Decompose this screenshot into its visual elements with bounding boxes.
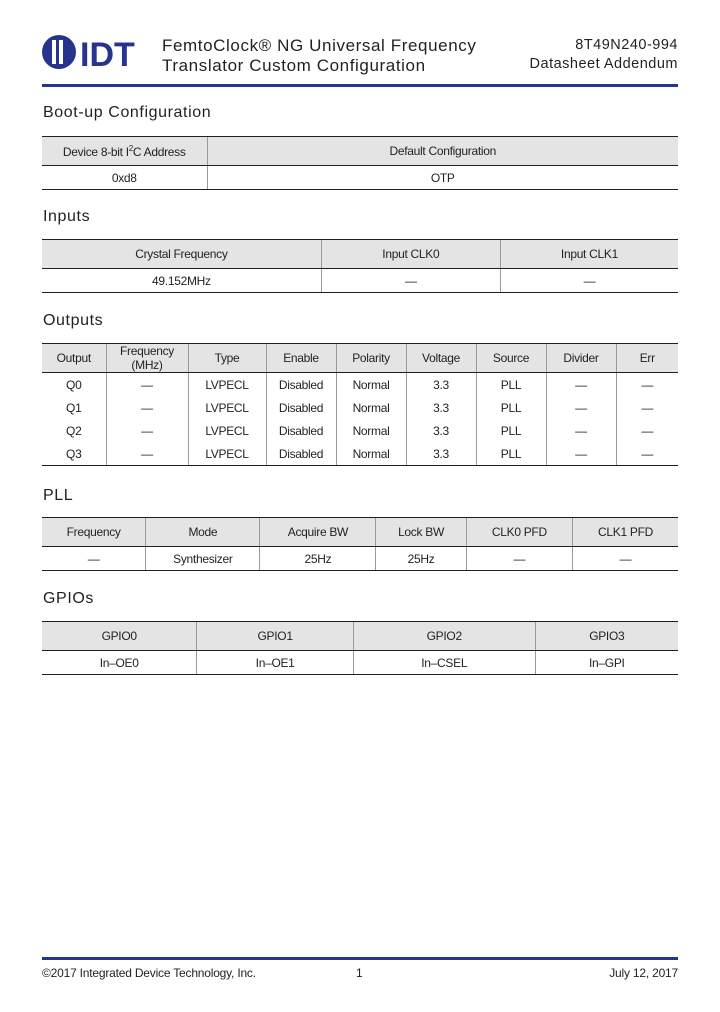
outputs-cell: Disabled	[266, 442, 336, 466]
inputs-cell: 49.152MHz	[42, 269, 321, 293]
gpios-cell: In–OE0	[42, 651, 197, 675]
outputs-cell: —	[106, 419, 188, 442]
outputs-cell: 3.3	[406, 442, 476, 466]
outputs-cell: 3.3	[406, 419, 476, 442]
gpios-cell: In–CSEL	[353, 651, 535, 675]
pll-col-header: Lock BW	[376, 518, 466, 547]
pll-col-header: Mode	[146, 518, 260, 547]
outputs-col-header: Polarity	[336, 344, 406, 373]
outputs-cell: Disabled	[266, 373, 336, 397]
inputs-col-header: Input CLK0	[321, 240, 500, 269]
outputs-cell: Q1	[66, 400, 82, 415]
boot-address: 0xd8	[42, 166, 207, 190]
outputs-cell: LVPECL	[188, 373, 266, 397]
footer-rule	[42, 957, 678, 960]
outputs-cell: Normal	[336, 373, 406, 397]
outputs-cell: —	[546, 373, 616, 397]
header-rule	[42, 84, 678, 87]
outputs-cell: LVPECL	[188, 396, 266, 419]
inputs-cell: —	[321, 269, 500, 293]
table-row	[42, 269, 678, 293]
outputs-cell: —	[546, 442, 616, 466]
gpios-col-header: GPIO2	[353, 622, 535, 651]
outputs-col-header: Source	[476, 344, 546, 373]
pll-cell: —	[466, 547, 572, 571]
document-title: FemtoClock® NG Universal Frequency Translator Custom Configuration	[162, 36, 477, 75]
outputs-cell: PLL	[476, 373, 546, 397]
table-row	[42, 373, 678, 397]
footer-date: July 12, 2017	[609, 966, 678, 980]
table-row	[42, 547, 678, 571]
gpios-col-header: GPIO0	[42, 622, 197, 651]
boot-heading: Boot-up Configuration	[43, 104, 212, 121]
inputs-cell: —	[500, 269, 678, 293]
outputs-cell: PLL	[476, 442, 546, 466]
pll-table	[42, 517, 678, 571]
outputs-cell: Normal	[336, 419, 406, 442]
outputs-col-header: Enable	[266, 344, 336, 373]
outputs-cell: —	[616, 442, 678, 466]
boot-default: OTP	[207, 166, 678, 190]
outputs-cell: Disabled	[266, 419, 336, 442]
gpios-col-header: GPIO3	[535, 622, 678, 651]
outputs-cell: PLL	[476, 396, 546, 419]
outputs-cell: —	[106, 373, 188, 397]
pll-heading: PLL	[43, 487, 74, 504]
outputs-heading: Outputs	[43, 312, 104, 329]
pll-col-header: Frequency	[42, 518, 146, 547]
inputs-heading: Inputs	[43, 208, 91, 225]
outputs-cell: 3.3	[406, 396, 476, 419]
outputs-cell: Disabled	[266, 396, 336, 419]
outputs-cell: LVPECL	[188, 442, 266, 466]
outputs-table	[42, 343, 678, 466]
svg-text:IDT: IDT	[80, 36, 135, 70]
doc-type: Datasheet Addendum	[529, 56, 678, 72]
outputs-cell: PLL	[476, 419, 546, 442]
gpios-cell: In–GPI	[535, 651, 678, 675]
pll-cell: —	[42, 547, 146, 571]
pll-col-header: Acquire BW	[260, 518, 376, 547]
idt-logo	[42, 34, 138, 70]
outputs-cell: Normal	[336, 396, 406, 419]
pll-cell: 25Hz	[260, 547, 376, 571]
outputs-cell: Normal	[336, 442, 406, 466]
pll-cell: Synthesizer	[146, 547, 260, 571]
page-header	[42, 30, 678, 86]
boot-table	[42, 136, 678, 190]
gpios-col-header: GPIO1	[197, 622, 354, 651]
pll-cell: —	[573, 547, 678, 571]
boot-col-address: Device 8-bit $I^2C$ Address	[42, 137, 207, 166]
outputs-cell: —	[616, 419, 678, 442]
outputs-cell: —	[546, 396, 616, 419]
gpios-table	[42, 621, 678, 675]
outputs-cell: Q2	[66, 423, 82, 438]
outputs-cell: —	[616, 373, 678, 397]
inputs-col-header: Crystal Frequency	[42, 240, 321, 269]
footer-page-number: 1	[356, 966, 363, 980]
outputs-cell: —	[616, 396, 678, 419]
outputs-col-header: Voltage	[406, 344, 476, 373]
inputs-col-header: Input CLK1	[500, 240, 678, 269]
boot-col-default: Default Configuration	[207, 137, 678, 166]
footer-copyright: ©2017 Integrated Device Technology, Inc.	[42, 966, 256, 980]
pll-cell: 25Hz	[376, 547, 466, 571]
outputs-cell: Q3	[42, 442, 106, 466]
outputs-col-header: Divider	[546, 344, 616, 373]
pll-col-header: CLK0 PFD	[466, 518, 572, 547]
table-row	[42, 442, 678, 466]
table-row	[42, 396, 678, 419]
outputs-cell: Q0	[66, 377, 82, 392]
outputs-col-header: Type	[188, 344, 266, 373]
table-row	[42, 419, 678, 442]
document-info	[530, 36, 678, 74]
outputs-cell: LVPECL	[188, 419, 266, 442]
outputs-col-header: Frequency (MHz)	[106, 344, 188, 373]
outputs-cell: —	[546, 419, 616, 442]
outputs-col-header: Output	[42, 344, 106, 373]
table-row	[42, 651, 678, 675]
gpios-heading: GPIOs	[43, 590, 95, 607]
outputs-cell: 3.3	[406, 373, 476, 397]
inputs-table	[42, 239, 678, 293]
outputs-cell: —	[106, 396, 188, 419]
part-number: 8T49N240-994	[575, 37, 678, 53]
gpios-cell: In–OE1	[197, 651, 354, 675]
pll-col-header: CLK1 PFD	[573, 518, 678, 547]
outputs-col-header: Err	[616, 344, 678, 373]
outputs-cell: —	[106, 442, 188, 466]
